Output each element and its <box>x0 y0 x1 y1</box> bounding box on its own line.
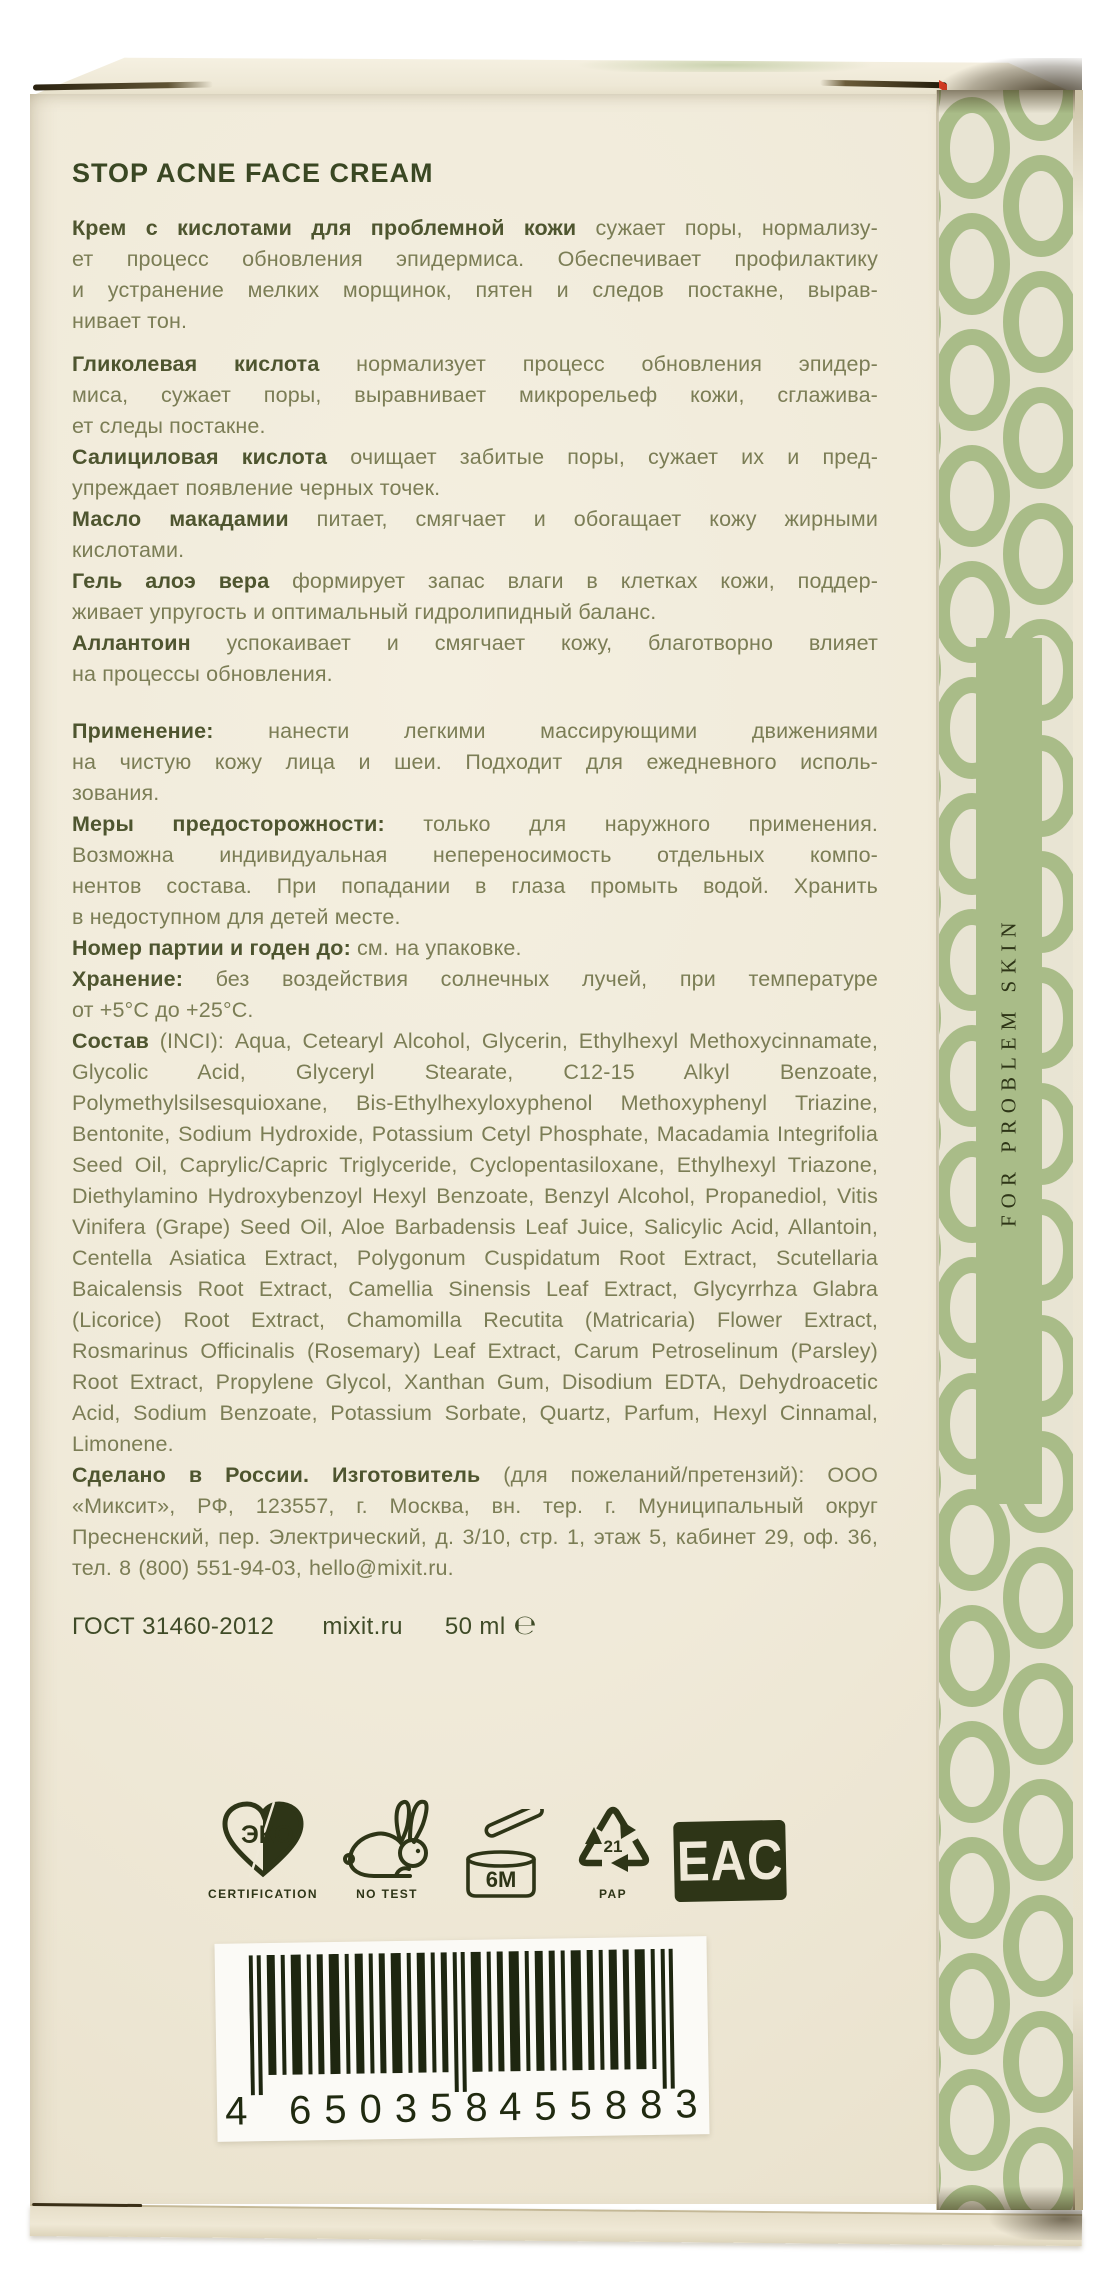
box-right-edge <box>1073 90 1083 2210</box>
top-right-flap-shadow <box>922 58 1082 94</box>
batch-line: см. на упаковке. <box>350 936 522 960</box>
side-band-text: FOR PROBLEM SKIN <box>996 915 1021 1227</box>
inci-paragraph <box>72 1026 878 1460</box>
side-band <box>976 638 1042 1504</box>
period-label: 6M <box>485 1867 517 1892</box>
product-box <box>30 56 1082 2232</box>
usage-lead: Применение: <box>72 719 214 743</box>
eac-label: EAC <box>676 1828 784 1894</box>
precautions-line: нентов состава. При попадании в глаза промыть водой. Хранить <box>72 874 878 898</box>
precautions-line: Возможна индивидуальная непереносимость отдельных компо- <box>72 843 878 867</box>
manufacturer-lead: Сделано в России. Изготовитель <box>72 1463 481 1487</box>
ingredient-lead: Аллантоин <box>72 631 191 655</box>
barcode-group-3: 455883 <box>498 2082 711 2130</box>
box-bottom-flap <box>30 2204 1082 2246</box>
ingredient-lead: Гель алоэ вера <box>72 569 270 593</box>
panel-bottom-shadow <box>937 2184 1075 2210</box>
inci-lead: Состав <box>72 1029 149 1053</box>
bottom-flap-slit <box>32 2203 142 2207</box>
ingredient-line: очищает забитые поры, сужает их и пред- <box>327 445 879 469</box>
actives-paragraphs <box>72 349 878 690</box>
usage-line: на чистую кожу лица и шеи. Подходит для ежедневного исполь- <box>72 750 878 774</box>
eco-certification <box>208 1800 318 1901</box>
description-line: нивает тон. <box>72 309 188 333</box>
ingredient-line: живает упругость и оптимальный гидролипидный баланс. <box>72 600 657 624</box>
inci-text: (INCI): Aqua, Cetearyl Alcohol, Glycerin, Ethylhexyl Methoxycinnamate, Glycolic Acid, Glyceryl Stearate, C12-15 Alkyl Benzoate, Polymethylsilsesquioxane, Bis-Ethylhexyloxyphenol Methoxyphenyl Triazine, Bentonite, Sodium Hydroxide, Potassium Cetyl Phosphate, Macadamia Integrifolia Seed Oil, Caprylic/Capric Triglyceride, Cyclopentasiloxane, Ethylhexyl Triazone, Diethylamino Hydroxybenzoyl Hexyl Benzoate, Benzyl Alcohol, Propanediol, Vitis Vinifera (Grape) Seed Oil, Aloe Barbadensis Leaf Juice, Salicylic Acid, Allantoin, Centella Asiatica Extract, Polygonum Cuspidatum Root Extract, Scutellaria Baicalensis Root Extract, Camellia Sinensis Leaf Extract, Glycyrrhza Glabra (Licorice) Root Extract, Chamomilla Recutita (Matricaria) Flower Extract, Rosmarinus Officinalis (Rosemary) Leaf Extract, Carum Petroselinum (Parsley) Root Extract, Propylene Glycol, Xanthan Gum, Disodium EDTA, Dehydroacetic Acid, Sodium Benzoate, Potassium Sorbate, Quartz, Parfum, Hexyl Cinnamal, Limonene. <box>72 1029 878 1456</box>
product-title: STOP ACNE FACE CREAM <box>72 158 434 188</box>
storage-line: от +5°С до +25°С. <box>72 998 254 1022</box>
no-test <box>338 1798 436 1901</box>
ingredient-line: ет следы постакне. <box>72 414 266 438</box>
recycle-number: 21 <box>603 1837 623 1856</box>
usage-paragraphs <box>72 716 878 1584</box>
top-ornament-hint <box>560 58 890 72</box>
panel-top-shadow <box>937 90 1075 116</box>
ingredient-line: кислотами. <box>72 538 185 562</box>
manufacturer-paragraph <box>72 1460 878 1584</box>
recycling-mark <box>572 1804 654 1901</box>
ingredient-line: формирует запас влаги в клетках кожи, поддер- <box>269 569 879 593</box>
eac-icon <box>673 1820 787 1902</box>
usage-line: нанести легкими массирующими движениями <box>213 719 878 743</box>
certification-icons-row <box>208 1798 786 1901</box>
description-line: сужает поры, нормализу- <box>576 216 878 240</box>
ingredient-line: успокаивает и смягчает кожу, благотворно влияет <box>190 631 878 655</box>
description-line: и устранение мелких морщинок, пятен и следов постакне, вырав- <box>72 278 878 302</box>
box-side-panel <box>936 90 1083 2210</box>
eco-caption: CERTIFICATION <box>208 1887 318 1901</box>
volume: 50 ml <box>444 1613 506 1640</box>
ingredient-line: питает, смягчает и обогащает кожу жирными <box>288 507 878 531</box>
manufacturer-text: (для пожеланий/претензий): ООО «Миксит», РФ, 123557, г. Москва, вн. тер. г. Муниципальный округ Пресненский, пер. Электрический, д. 3/10, стр. 1, этаж 5, кабинет 29, оф. 36, тел. 8 (800) 551-94-03, hello@mixit.ru. <box>72 1463 878 1580</box>
precautions-line: только для наружного применения. <box>384 812 878 836</box>
ingredient-line: нормализует процесс обновления эпидер- <box>319 352 878 376</box>
ingredient-line: на процессы обновления. <box>72 662 333 686</box>
precautions-line: в недоступном для детей месте. <box>72 905 401 929</box>
description-line: ет процесс обновления эпидермиса. Обеспечивает профилактику <box>72 247 878 271</box>
eco-label-left: ЭКО <box>240 1821 294 1849</box>
ingredient-lead: Салициловая кислота <box>72 445 328 469</box>
barcode-bars <box>249 1949 679 2096</box>
barcode-panel <box>214 1936 709 2142</box>
open-jar-icon <box>456 1809 552 1901</box>
eac-mark <box>674 1821 786 1901</box>
gost-line <box>72 1610 878 1641</box>
barcode-group-2: 650358 <box>288 2085 501 2133</box>
recycle-triangle-icon <box>572 1804 654 1880</box>
recycle-material: PAP <box>598 1887 627 1901</box>
usage-line: зования. <box>72 781 160 805</box>
ingredient-line: упреждает появление черных точек. <box>72 476 441 500</box>
paragraph-lead: Крем с кислотами для проблемной кожи <box>72 216 577 240</box>
storage-line: без воздействия солнечных лучей, при температуре <box>183 967 878 991</box>
website: mixit.ru <box>322 1613 403 1640</box>
bottom-right-shadow <box>962 2209 1082 2240</box>
precautions-lead: Меры предосторожности: <box>72 812 385 836</box>
ingredient-line: миса, сужает поры, выравнивает микрорельеф кожи, сглажива- <box>72 383 878 407</box>
no-test-caption: NO TEST <box>356 1887 418 1901</box>
ingredient-lead: Масло макадамии <box>72 507 289 531</box>
batch-lead: Номер партии и годен до: <box>72 936 351 960</box>
gost-number: ГОСТ 31460-2012 <box>72 1613 275 1640</box>
barcode-digits <box>217 2082 710 2138</box>
period-after-opening <box>456 1809 552 1901</box>
box-front-face <box>30 94 936 2204</box>
rabbit-icon <box>338 1798 436 1880</box>
ingredient-lead: Гликолевая кислота <box>72 352 320 376</box>
label-content <box>72 158 878 1641</box>
estimated-sign-icon: ℮ <box>513 1610 538 1641</box>
eco-heart-icon <box>217 1800 309 1880</box>
storage-lead: Хранение: <box>72 967 184 991</box>
description-paragraph <box>72 213 878 337</box>
barcode-group-1: 4 <box>224 2089 248 2134</box>
